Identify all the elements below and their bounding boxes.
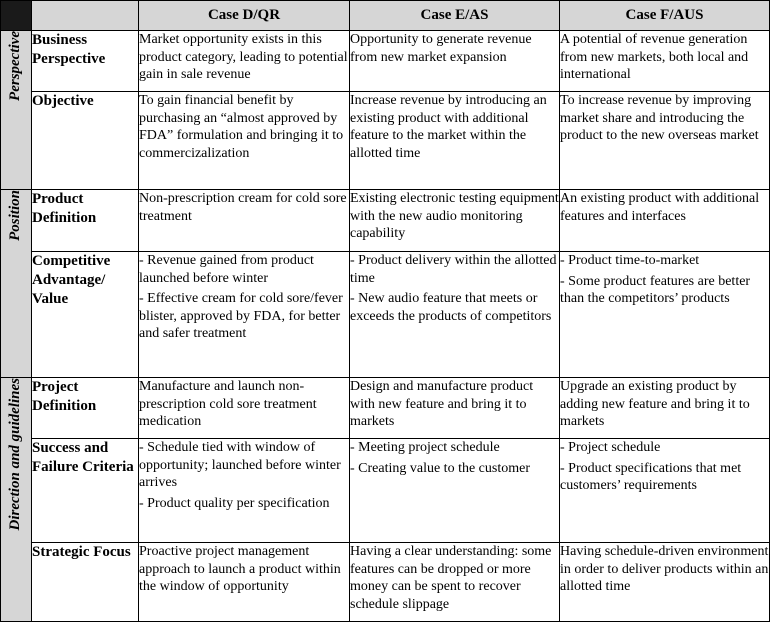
row-label-project-definition: Project Definition bbox=[32, 378, 139, 439]
cell-project-definition-e: Design and manufacture product with new feature and bring it to markets bbox=[350, 378, 560, 439]
table-row bbox=[1, 543, 770, 622]
cell-business-perspective-e: Opportunity to generate revenue from new market expansion bbox=[350, 31, 560, 92]
row-label-competitive-advantage: Competitive Advantage/ Value bbox=[32, 252, 139, 378]
table-row bbox=[1, 378, 770, 439]
row-label-business-perspective: Business Perspective bbox=[32, 31, 139, 92]
cell-strategic-focus-d: Proactive project management approach to launch a product within the window of opportunity bbox=[139, 543, 350, 622]
cell-success-failure-e: - Meeting project schedule - Creating value to the customer bbox=[350, 439, 560, 543]
cell-strategic-focus-f: Having schedule-driven environment in order to deliver products within an allotted time bbox=[560, 543, 770, 622]
cell-objective-d: To gain financial benefit by purchasing an “almost approved by FDA” formulation and bringing it to commercizalization bbox=[139, 92, 350, 190]
cell-project-definition-f: Upgrade an existing product by adding new feature and bring it to markets bbox=[560, 378, 770, 439]
cell-project-definition-d: Manufacture and launch non-prescription cold sore treatment medication bbox=[139, 378, 350, 439]
cell-competitive-advantage-f: - Product time-to-market - Some product features are better than the competitors’ products bbox=[560, 252, 770, 378]
table-row bbox=[1, 252, 770, 378]
row-label-product-definition: Product Definition bbox=[32, 190, 139, 252]
section-direction bbox=[1, 378, 32, 622]
cell-success-failure-d: - Schedule tied with window of opportunity; launched before winter arrives - Product quality per specification bbox=[139, 439, 350, 543]
cell-product-definition-d: Non-prescription cream for cold sore treatment bbox=[139, 190, 350, 252]
cell-success-failure-f: - Project schedule - Product specifications that met customers’ requirements bbox=[560, 439, 770, 543]
section-label-position: Position bbox=[7, 190, 24, 241]
cell-strategic-focus-e: Having a clear understanding: some features can be dropped or more money can be spent to recover schedule slippage bbox=[350, 543, 560, 622]
row-label-strategic-focus: Strategic Focus bbox=[32, 543, 139, 622]
section-perspective bbox=[1, 31, 32, 190]
header-row bbox=[1, 1, 770, 31]
cell-business-perspective-f: A potential of revenue generation from new markets, both local and international bbox=[560, 31, 770, 92]
cell-product-definition-f: An existing product with additional features and interfaces bbox=[560, 190, 770, 252]
table-row bbox=[1, 92, 770, 190]
cell-business-perspective-d: Market opportunity exists in this product category, leading to potential gain in sale revenue bbox=[139, 31, 350, 92]
table-row bbox=[1, 31, 770, 92]
header-corner-black bbox=[1, 1, 32, 31]
header-corner-blank bbox=[32, 1, 139, 31]
row-label-objective: Objective bbox=[32, 92, 139, 190]
section-position bbox=[1, 190, 32, 378]
cell-competitive-advantage-d: - Revenue gained from product launched before winter - Effective cream for cold sore/fever blister, approved by FDA, for better and safer treatment bbox=[139, 252, 350, 378]
column-header-case-f: Case F/AUS bbox=[560, 1, 770, 31]
row-label-success-failure: Success and Failure Criteria bbox=[32, 439, 139, 543]
cell-product-definition-e: Existing electronic testing equipment with the new audio monitoring capability bbox=[350, 190, 560, 252]
cell-objective-e: Increase revenue by introducing an existing product with additional feature to the market within the allotted time bbox=[350, 92, 560, 190]
section-label-perspective: Perspective bbox=[7, 31, 24, 101]
section-label-direction: Direction and guidelines bbox=[7, 378, 24, 531]
table-row bbox=[1, 190, 770, 252]
table-row bbox=[1, 439, 770, 543]
column-header-case-d: Case D/QR bbox=[139, 1, 350, 31]
cell-competitive-advantage-e: - Product delivery within the allotted time - New audio feature that meets or exceeds the products of competitors bbox=[350, 252, 560, 378]
column-header-case-e: Case E/AS bbox=[350, 1, 560, 31]
cell-objective-f: To increase revenue by improving market share and introducing the product to the new overseas market bbox=[560, 92, 770, 190]
